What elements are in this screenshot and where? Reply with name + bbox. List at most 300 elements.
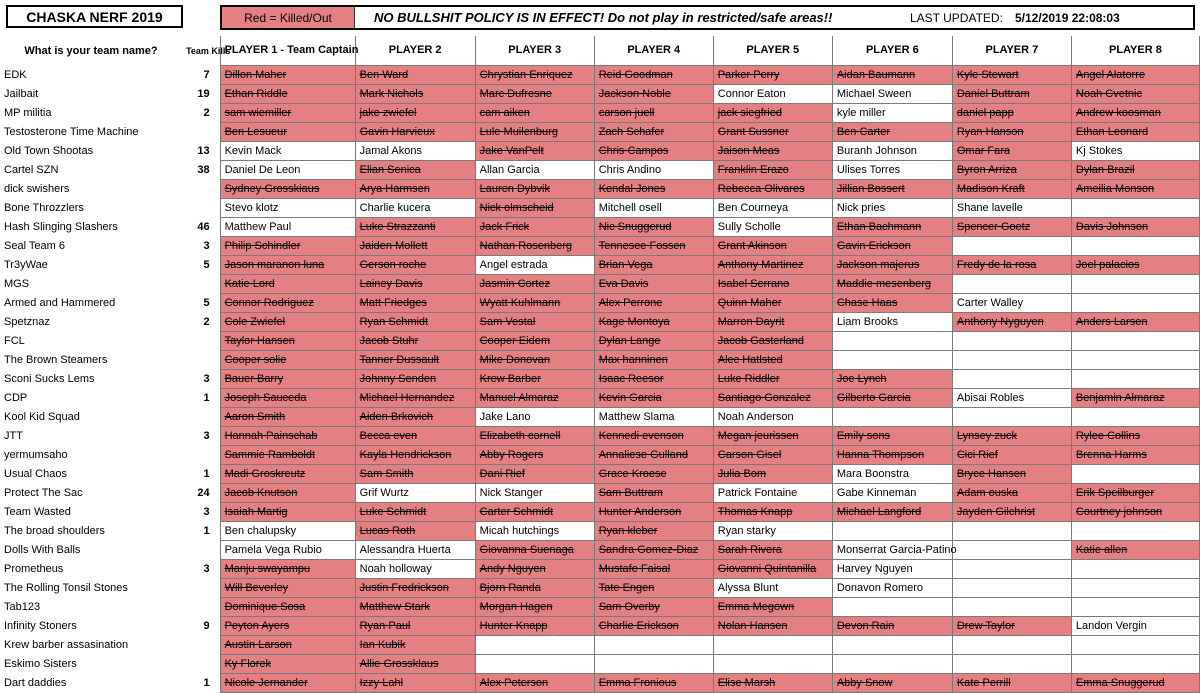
player-cell [952, 274, 1071, 293]
player-cell: Marc Dufresne [475, 84, 594, 103]
legend-text: Red = Killed/Out [244, 10, 332, 25]
player-cell: Matthew Slama [594, 407, 713, 426]
player-cell: Eva Davis [594, 274, 713, 293]
player-cell: Carter Walley [952, 293, 1071, 312]
team-row [0, 635, 1200, 654]
player-cell: Landon Vergin [1071, 616, 1199, 635]
player-cell [594, 654, 713, 673]
player-cell: Brian Vega [594, 255, 713, 274]
player-cell [952, 236, 1071, 255]
player-cell: Chrystian Enriquez [475, 65, 594, 84]
player-cell: Angel Alatorre [1071, 65, 1199, 84]
team-row [0, 312, 1200, 331]
player-cell: Chris Campos [594, 141, 713, 160]
player-cell: Morgan Hagen [475, 597, 594, 616]
player-cell: Sam Buttram [594, 483, 713, 502]
team-kills-cell [182, 331, 220, 350]
team-row [0, 559, 1200, 578]
player-cell: Isaac Reesor [594, 369, 713, 388]
player-cell: Ryan kleber [594, 521, 713, 540]
player-cell: Fredy de la rosa [952, 255, 1071, 274]
team-kills-cell: 13 [197, 144, 210, 157]
team-name-cell: MGS [4, 277, 30, 290]
player-cell: Jacob Knutson [220, 483, 355, 502]
player-cell [1071, 236, 1199, 255]
player-cell [1071, 464, 1199, 483]
player-cell: Krew Barber [475, 369, 594, 388]
team-kills-cell: 9 [203, 619, 210, 632]
team-row [0, 236, 1200, 255]
player-cell [1071, 407, 1199, 426]
team-row [0, 673, 1200, 692]
player-cell: Grant Sussner [713, 122, 832, 141]
team-name-cell: Dolls With Balls [4, 543, 81, 556]
player-cell [1071, 198, 1199, 217]
team-kills-cell [182, 445, 220, 464]
player-cell [952, 654, 1071, 673]
player-cell: Dylan Brazil [1071, 160, 1199, 179]
player-cell: Devon Rain [832, 616, 952, 635]
player-cell: Bjorn Randa [475, 578, 594, 597]
player-cell: Emily sons [832, 426, 952, 445]
player-cell: Lynsey zuck [952, 426, 1071, 445]
player-cell: Andy Nguyen [475, 559, 594, 578]
player-cell: Max hanninen [594, 350, 713, 369]
player-cell [1071, 559, 1199, 578]
player-cell [1071, 331, 1199, 350]
player-cell: Chris Andino [594, 160, 713, 179]
player-cell: Courtney johnson [1071, 502, 1199, 521]
team-name-cell: yermumsaho [4, 448, 68, 461]
last-updated-value: 5/12/2019 22:08:03 [1015, 11, 1120, 25]
player-cell: Ryan Hanson [952, 122, 1071, 141]
player-cell: Sarah Rivera [713, 540, 832, 559]
player-cell: Manju swayampu [220, 559, 355, 578]
player-cell: Luke Schmidt [355, 502, 475, 521]
player-cell: Ameilia Monson [1071, 179, 1199, 198]
team-name-cell: Dart daddies [4, 676, 67, 689]
team-row [0, 407, 1200, 426]
player-cell: Kj Stokes [1071, 141, 1199, 160]
player-cell: Alyssa Blunt [713, 578, 832, 597]
player-cell [832, 407, 952, 426]
team-name-cell: Infinity Stoners [4, 619, 77, 632]
player-cell: Aidan Baumann [832, 65, 952, 84]
player-cell: Lule Muilenburg [475, 122, 594, 141]
player-cell: Nick Stanger [475, 483, 594, 502]
team-row [0, 388, 1200, 407]
policy-notice: NO BULLSHIT POLICY IS IN EFFECT! Do not play in restricted/safe areas!! [374, 10, 833, 25]
team-kills-cell [182, 635, 220, 654]
player-cell [475, 654, 594, 673]
player-cell: Kate Perrill [952, 673, 1071, 692]
player-cell [832, 654, 952, 673]
team-kills-cell: 19 [197, 87, 210, 100]
team-name-cell: Usual Chaos [4, 467, 67, 480]
team-row [0, 198, 1200, 217]
player-cell: Franklin Erazo [713, 160, 832, 179]
player-cell: Grace Kroese [594, 464, 713, 483]
team-kills-cell [182, 578, 220, 597]
player-cell: Mike Donovan [475, 350, 594, 369]
player-cell [1071, 635, 1199, 654]
player-cell: Abby Snow [832, 673, 952, 692]
player-cell: Emma Snuggerud [1071, 673, 1199, 692]
team-kills-cell: 2 [203, 106, 210, 119]
player-cell: Noah Anderson [713, 407, 832, 426]
player-cell: Katie Lord [220, 274, 355, 293]
player-cell: Annaliese Gulland [594, 445, 713, 464]
player-cell: Daniel De Leon [220, 160, 355, 179]
col-header-player-5: PLAYER 5 [713, 36, 832, 65]
player-cell: Ryan Schmidt [355, 312, 475, 331]
col-header-kills: Team Kills [186, 45, 231, 56]
player-cell: Nic Snuggerud [594, 217, 713, 236]
player-cell [832, 331, 952, 350]
player-cell [952, 369, 1071, 388]
player-cell: Julia Bom [713, 464, 832, 483]
player-cell [952, 559, 1071, 578]
player-cell: Anders Larsen [1071, 312, 1199, 331]
player-cell: Maddie mesenberg [832, 274, 952, 293]
player-cell: Hanna Thompson [832, 445, 952, 464]
player-cell: Joseph Sauceda [220, 388, 355, 407]
player-cell: Cole Zwiefel [220, 312, 355, 331]
player-cell [1071, 293, 1199, 312]
player-cell: Jake VanPelt [475, 141, 594, 160]
player-cell: Ethan Leonard [1071, 122, 1199, 141]
player-cell: Kayla Hendrickson [355, 445, 475, 464]
team-name-cell: Prometheus [4, 562, 64, 575]
player-cell: Michael Sween [832, 84, 952, 103]
player-cell: Madi Groskreutz [220, 464, 355, 483]
team-row [0, 160, 1200, 179]
team-name-cell: Eskimo Sisters [4, 657, 77, 670]
player-cell: Rylee Collins [1071, 426, 1199, 445]
player-cell [952, 331, 1071, 350]
player-cell: Buranh Johnson [832, 141, 952, 160]
player-cell: Ryan Paul [355, 616, 475, 635]
team-row [0, 426, 1200, 445]
player-cell: Will Beverley [220, 578, 355, 597]
player-cell: Rebecca Olivares [713, 179, 832, 198]
player-cell: Mustafe Faisal [594, 559, 713, 578]
team-name-cell: Sconi Sucks Lems [4, 372, 95, 385]
player-cell: Nathan Rosenberg [475, 236, 594, 255]
player-cell [713, 635, 832, 654]
player-cell: Philip Schindler [220, 236, 355, 255]
player-cell: Emma Fronious [594, 673, 713, 692]
team-row [0, 616, 1200, 635]
header-banner [0, 0, 1200, 36]
team-kills-cell: 3 [203, 372, 210, 385]
team-kills-cell [182, 179, 220, 198]
team-name-cell: dick swishers [4, 182, 70, 195]
team-kills-cell [182, 274, 220, 293]
player-cell: Jackson Noble [594, 84, 713, 103]
player-cell: Drew Taylor [952, 616, 1071, 635]
player-cell: Jason maranon luna [220, 255, 355, 274]
team-name-cell: CDP [4, 391, 28, 404]
player-cell: Abby Rogers [475, 445, 594, 464]
player-cell: Dylan Lange [594, 331, 713, 350]
player-cell: Gavin Harvieux [355, 122, 475, 141]
team-kills-cell: 46 [197, 220, 210, 233]
title-text: CHASKA NERF 2019 [26, 8, 163, 25]
player-cell: Isaiah Martig [220, 502, 355, 521]
team-name-cell: The Brown Steamers [4, 353, 108, 366]
team-kills-cell: 1 [203, 467, 210, 480]
team-row [0, 578, 1200, 597]
player-cell [952, 521, 1071, 540]
player-cell: Gilberto Garcia [832, 388, 952, 407]
player-cell: Manuel Almaraz [475, 388, 594, 407]
player-cell: Jaiden Mollett [355, 236, 475, 255]
player-cell: sam wiemiller [220, 103, 355, 122]
player-cell: Parker Perry [713, 65, 832, 84]
player-cell: Gavin Erickson [832, 236, 952, 255]
team-kills-cell: 1 [203, 676, 210, 689]
player-cell: Cooper Eidem [475, 331, 594, 350]
col-header-player-6: PLAYER 6 [832, 36, 952, 65]
last-updated-label: LAST UPDATED: [910, 11, 1003, 25]
player-cell [832, 597, 952, 616]
player-cell: Reid Goodman [594, 65, 713, 84]
player-cell: Hannah Painschab [220, 426, 355, 445]
team-name-cell: Tab123 [4, 600, 41, 613]
player-cell: Lainey Davis [355, 274, 475, 293]
player-cell: Wyatt Kuhlmann [475, 293, 594, 312]
player-cell: Matthew Stark [355, 597, 475, 616]
player-cell: Jacob Stuhr [355, 331, 475, 350]
player-cell: Grant Akinson [713, 236, 832, 255]
team-kills-cell [182, 654, 220, 673]
player-cell: Connor Eaton [713, 84, 832, 103]
player-cell: Noah Cvetnic [1071, 84, 1199, 103]
player-cell: Charlie kucera [355, 198, 475, 217]
player-cell: Alessandra Huerta [355, 540, 475, 559]
team-row [0, 483, 1200, 502]
player-cell: Ethan Riddle [220, 84, 355, 103]
player-cell [952, 350, 1071, 369]
team-row [0, 141, 1200, 160]
team-row [0, 369, 1200, 388]
player-cell [832, 350, 952, 369]
team-kills-cell: 24 [197, 486, 210, 499]
team-name-cell: Seal Team 6 [4, 239, 65, 252]
player-cell: Ryan starky [713, 521, 832, 540]
player-cell: Jake Lano [475, 407, 594, 426]
player-cell: Elian Senica [355, 160, 475, 179]
player-cell: Sully Scholle [713, 217, 832, 236]
team-kills-cell: 1 [203, 524, 210, 537]
player-cell: Andrew koosman [1071, 103, 1199, 122]
team-name-cell: Cartel SZN [4, 163, 59, 176]
team-name-cell: Hash Slinging Slashers [4, 220, 118, 233]
player-cell: Arya Harmsen [355, 179, 475, 198]
player-cell: Tanner Dussault [355, 350, 475, 369]
player-cell [1071, 578, 1199, 597]
player-cell: Giovanni Quintanilla [713, 559, 832, 578]
player-cell: Bryce Hansen [952, 464, 1071, 483]
col-header-player-7: PLAYER 7 [952, 36, 1071, 65]
player-cell: Dani Rief [475, 464, 594, 483]
player-cell: Lucas Roth [355, 521, 475, 540]
team-kills-cell: 3 [203, 239, 210, 252]
player-cell: Patrick Fontaine [713, 483, 832, 502]
player-cell: Sam Overby [594, 597, 713, 616]
team-name-cell: Team Wasted [4, 505, 71, 518]
player-cell: Nick pries [832, 198, 952, 217]
player-cell: Angel estrada [475, 255, 594, 274]
team-name-cell: The Rolling Tonsil Stones [4, 581, 128, 594]
player-cell: Tennesee Fossen [594, 236, 713, 255]
team-row [0, 502, 1200, 521]
player-cell [952, 407, 1071, 426]
player-cell: Jamal Akons [355, 141, 475, 160]
player-cell: Jayden Gilchrist [952, 502, 1071, 521]
player-cell: Charlie Erickson [594, 616, 713, 635]
team-kills-cell: 2 [203, 315, 210, 328]
player-cell: Lauren Dybvik [475, 179, 594, 198]
team-row [0, 65, 1200, 84]
player-cell: Sandra Gomez-Diaz [594, 540, 713, 559]
team-row [0, 464, 1200, 483]
player-cell: Donavon Romero [832, 578, 952, 597]
player-cell: Sydney Grosskiaus [220, 179, 355, 198]
team-row [0, 445, 1200, 464]
player-cell: Dominique Sosa [220, 597, 355, 616]
roster-body [0, 65, 1200, 692]
player-cell: Taylor Hansen [220, 331, 355, 350]
player-cell: Emma Megown [713, 597, 832, 616]
player-cell [1071, 654, 1199, 673]
player-cell: Luke Riddler [713, 369, 832, 388]
team-kills-cell [182, 540, 220, 559]
player-cell: Ben Lesueur [220, 122, 355, 141]
team-row [0, 654, 1200, 673]
player-cell [1071, 350, 1199, 369]
player-cell: Giovanna Suenaga [475, 540, 594, 559]
player-cell: Monserrat Garcia-Patino [832, 540, 952, 559]
player-cell: Harvey Nguyen [832, 559, 952, 578]
player-cell: daniel papp [952, 103, 1071, 122]
player-cell: Bauer Barry [220, 369, 355, 388]
player-cell: Thomas Knapp [713, 502, 832, 521]
team-row [0, 255, 1200, 274]
player-cell: Madison Kraft [952, 179, 1071, 198]
player-cell: Ian Kubik [355, 635, 475, 654]
player-cell: cam aiken [475, 103, 594, 122]
player-cell: Connor Rodriguez [220, 293, 355, 312]
team-kills-cell [182, 198, 220, 217]
team-kills-cell: 5 [203, 296, 210, 309]
player-cell [952, 540, 1071, 559]
team-kills-cell: 38 [197, 163, 210, 176]
player-cell: Matt Friedges [355, 293, 475, 312]
team-kills-cell [182, 407, 220, 426]
team-row [0, 274, 1200, 293]
player-cell: Mara Boonstra [832, 464, 952, 483]
team-row [0, 521, 1200, 540]
team-kills-cell [182, 597, 220, 616]
team-row [0, 179, 1200, 198]
team-kills-cell [182, 350, 220, 369]
header-row [0, 36, 1200, 65]
team-name-cell: Protect The Sac [4, 486, 83, 499]
team-row [0, 103, 1200, 122]
player-cell: Austin Larson [220, 635, 355, 654]
player-cell: Micah hutchings [475, 521, 594, 540]
team-name-cell: Spetznaz [4, 315, 50, 328]
player-cell: Jillian Bossert [832, 179, 952, 198]
player-cell: Megan jeurissen [713, 426, 832, 445]
player-cell: Santiago Gonzalez [713, 388, 832, 407]
player-cell: Cooper solie [220, 350, 355, 369]
team-name-cell: EDK [4, 68, 27, 81]
player-cell: Spencer Goetz [952, 217, 1071, 236]
team-kills-cell [182, 122, 220, 141]
player-cell: carson juell [594, 103, 713, 122]
team-name-cell: Bone Throzzlers [4, 201, 84, 214]
player-cell: Ky Florek [220, 654, 355, 673]
team-name-cell: FCL [4, 334, 25, 347]
player-cell: Johnny Senden [355, 369, 475, 388]
player-cell [475, 635, 594, 654]
team-name-cell: Testosterone Time Machine [4, 125, 139, 138]
player-cell: Becca even [355, 426, 475, 445]
player-cell: Ulises Torres [832, 160, 952, 179]
player-cell: Hunter Knapp [475, 616, 594, 635]
team-row [0, 331, 1200, 350]
player-cell: Alex Peterson [475, 673, 594, 692]
player-cell [1071, 597, 1199, 616]
team-row [0, 540, 1200, 559]
player-cell: Liam Brooks [832, 312, 952, 331]
player-cell [1071, 369, 1199, 388]
player-cell: Joel palacios [1071, 255, 1199, 274]
team-row [0, 293, 1200, 312]
team-kills-cell: 1 [203, 391, 210, 404]
player-cell: Kage Montoya [594, 312, 713, 331]
player-cell: Kyle Stewart [952, 65, 1071, 84]
player-cell [952, 635, 1071, 654]
player-cell: Ben chalupsky [220, 521, 355, 540]
team-name-cell: Tr3yWae [4, 258, 48, 271]
player-cell [1071, 521, 1199, 540]
player-cell: Grif Wurtz [355, 483, 475, 502]
roster-table [0, 36, 1200, 693]
team-row [0, 122, 1200, 141]
player-cell: Davis Johnson [1071, 217, 1199, 236]
col-header-player-3: PLAYER 3 [475, 36, 594, 65]
player-cell: Luke Strazzanti [355, 217, 475, 236]
team-name-cell: The broad shoulders [4, 524, 105, 537]
player-cell: Peyton Ayers [220, 616, 355, 635]
col-header-player-8: PLAYER 8 [1071, 36, 1199, 65]
player-cell: Alec Hatlsted [713, 350, 832, 369]
col-header-team: What is your team name? [24, 44, 158, 57]
player-cell: Jaison Meas [713, 141, 832, 160]
team-name-cell: MP militia [4, 106, 52, 119]
team-name-cell: JTT [4, 429, 23, 442]
player-cell: Mark Nichols [355, 84, 475, 103]
player-cell: Tate Engen [594, 578, 713, 597]
sheet-title [6, 5, 183, 28]
col-header-player-1: PLAYER 1 - Team Captain [220, 36, 355, 65]
team-row [0, 84, 1200, 103]
player-cell: Elise Marsh [713, 673, 832, 692]
